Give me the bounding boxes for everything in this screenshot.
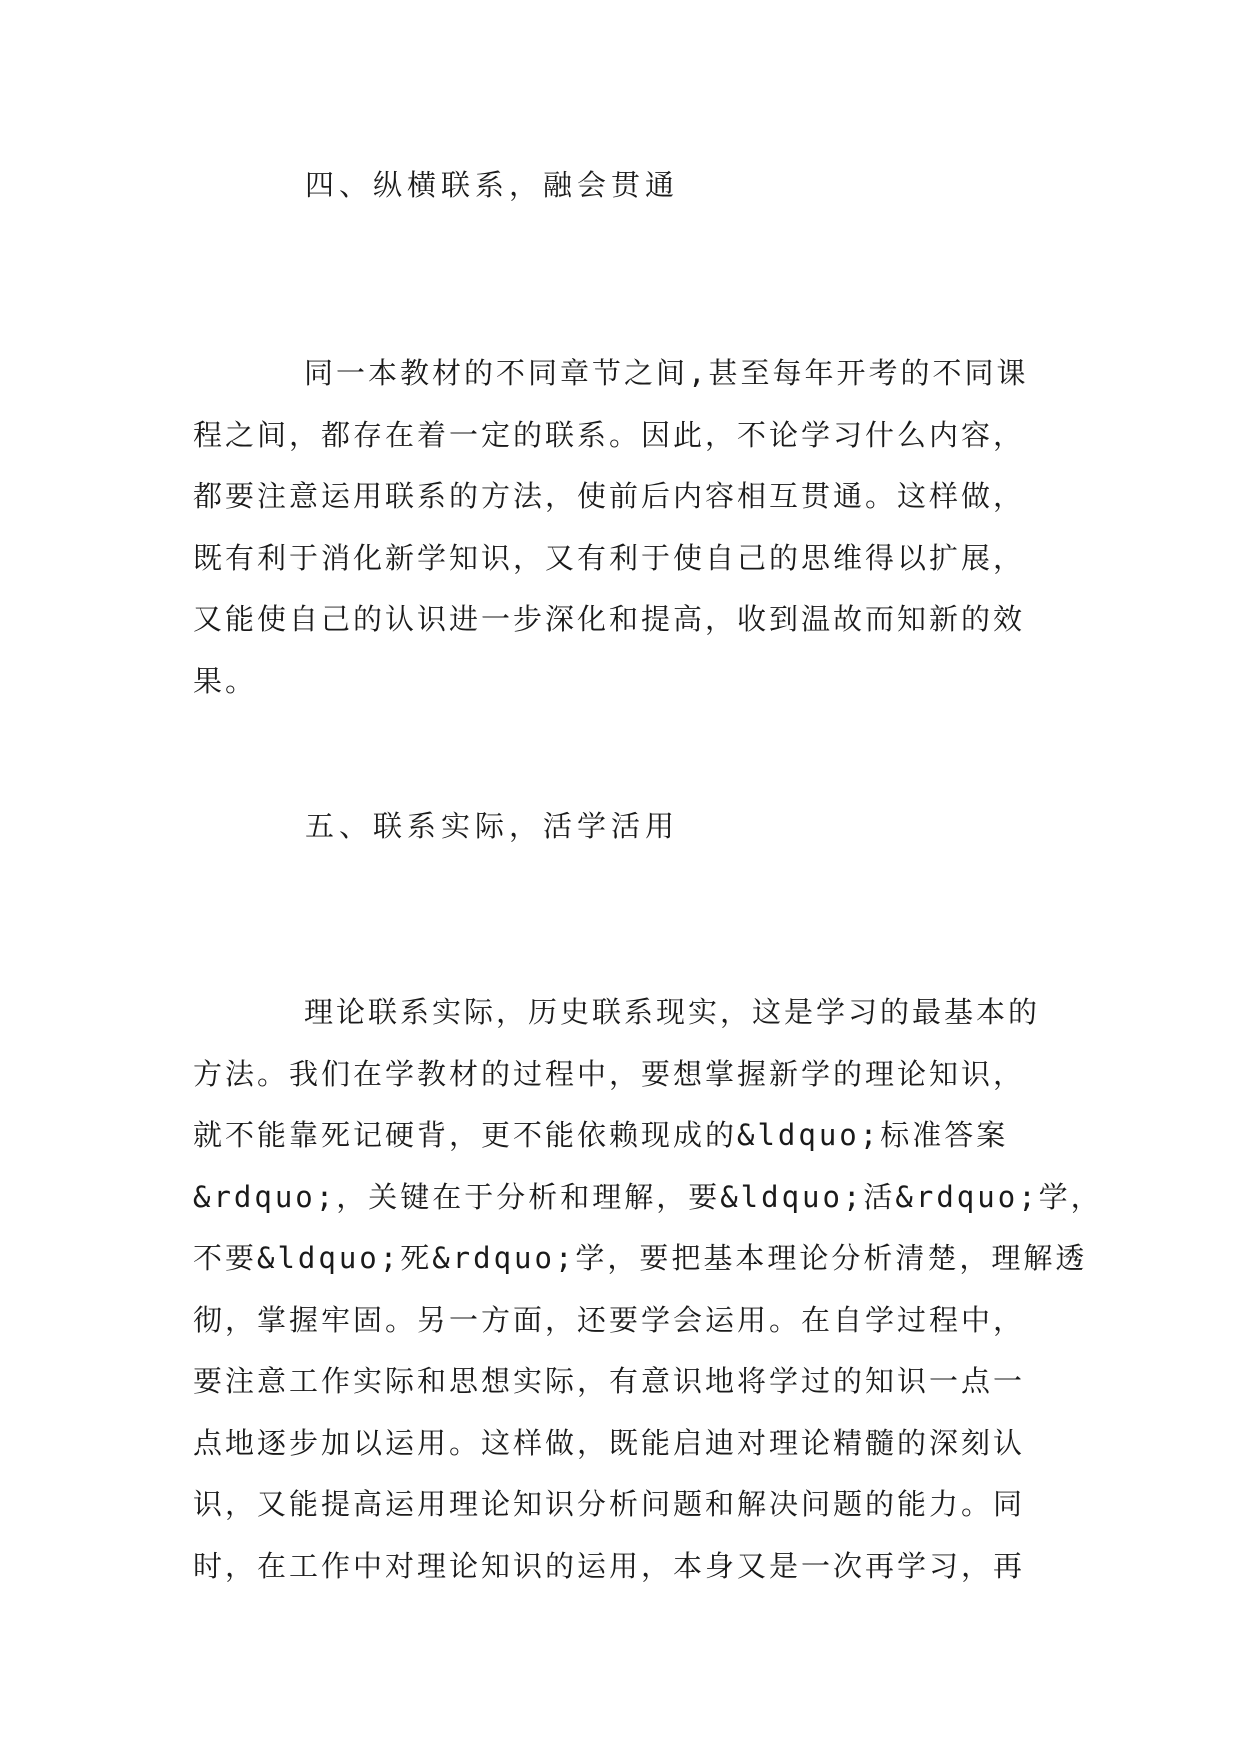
section-heading: 四、纵横联系，融会贯通 bbox=[305, 168, 680, 202]
paragraph-line: 果。 bbox=[193, 663, 258, 698]
paragraph-line: 程之间，都存在着一定的联系。因此，不论学习什么内容， bbox=[193, 417, 1026, 452]
paragraph-line: 就不能靠死记硬背，更不能依赖现成的&ldquo;标准答案 bbox=[193, 1118, 1009, 1152]
paragraph-line: 不要&ldquo;死&rdquo;学，要把基本理论分析清楚，理解透 bbox=[193, 1241, 1088, 1275]
paragraph-line: 点地逐步加以运用。这样做，既能启迪对理论精髓的深刻认 bbox=[193, 1425, 1026, 1460]
section-heading: 五、联系实际，活学活用 bbox=[305, 809, 680, 843]
paragraph-line: 又能使自己的认识进一步深化和提高，收到温故而知新的效 bbox=[193, 602, 1026, 636]
body-paragraph bbox=[193, 982, 1103, 1597]
paragraph-line: 彻，掌握牢固。另一方面，还要学会运用。在自学过程中， bbox=[193, 1302, 1026, 1337]
paragraph-line: &rdquo;，关键在于分析和理解，要&ldquo;活&rdquo;学， bbox=[193, 1179, 1103, 1214]
paragraph-line: 既有利于消化新学知识，又有利于使自己的思维得以扩展， bbox=[193, 540, 1026, 575]
paragraph-line: 都要注意运用联系的方法，使前后内容相互贯通。这样做， bbox=[193, 479, 1026, 513]
paragraph-line: 方法。我们在学教材的过程中，要想掌握新学的理论知识， bbox=[193, 1056, 1026, 1091]
body-paragraph bbox=[193, 343, 1063, 712]
paragraph-line: 识，又能提高运用理论知识分析问题和解决问题的能力。同 bbox=[193, 1487, 1026, 1521]
paragraph-line: 理论联系实际，历史联系现实，这是学习的最基本的 bbox=[304, 995, 1041, 1029]
paragraph-line: 同一本教材的不同章节之间,甚至每年开考的不同课 bbox=[304, 356, 1029, 390]
paragraph-line: 时，在工作中对理论知识的运用，本身又是一次再学习，再 bbox=[193, 1548, 1026, 1583]
paragraph-line: 要注意工作实际和思想实际，有意识地将学过的知识一点一 bbox=[193, 1364, 1026, 1398]
